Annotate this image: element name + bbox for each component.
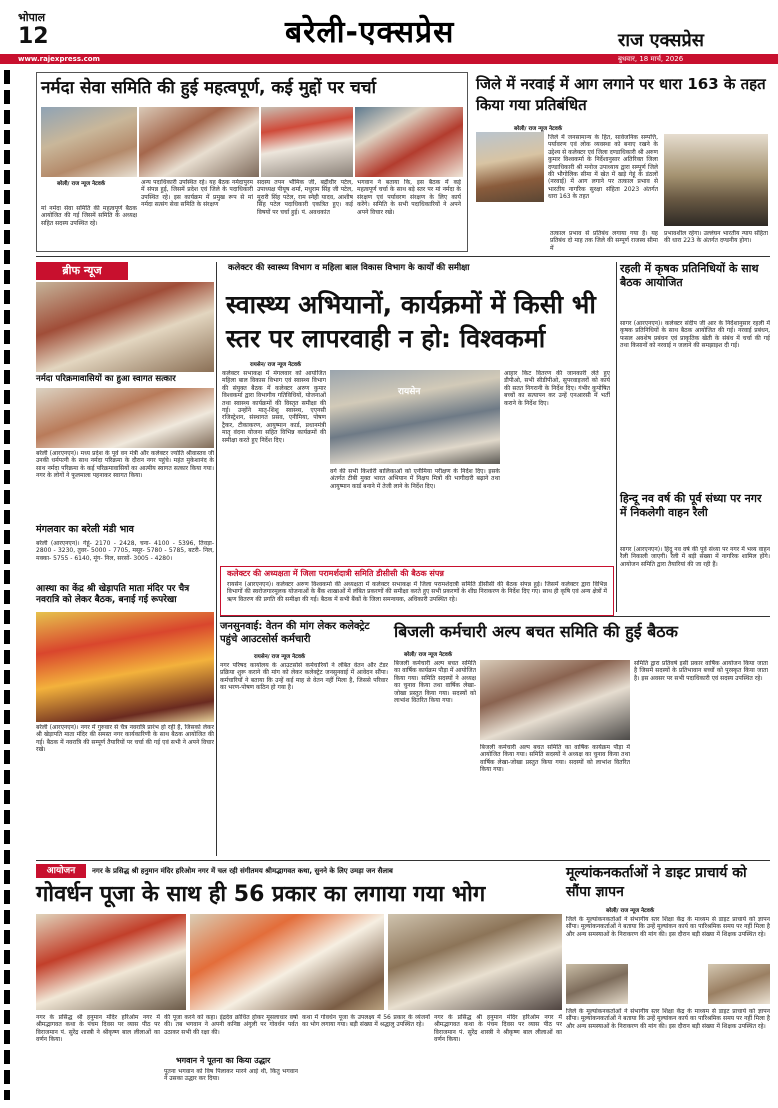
photo-bijli-meeting (480, 660, 630, 740)
city-label: भोपाल (18, 11, 46, 24)
photo-collector-meeting (330, 370, 500, 464)
brief-news-column (36, 262, 214, 822)
right-headline-2: हिन्दू नव वर्ष की पूर्व संध्या पर नगर में निकलेगी वाहन रैली (620, 492, 762, 519)
photo-sign-text: रायसेन (398, 387, 421, 397)
photo-katha-3 (388, 914, 562, 1010)
main-story-headline: स्वास्थ्य अभियानों, कार्यक्रमों में किसी भी स्तर पर लापरवाही न हो: विश्वकर्मा (226, 290, 596, 353)
photo-temple-goddess (36, 612, 214, 722)
mulyankan-headline: मूल्यांकनकर्ताओं ने डाइट प्राचार्य को सौंपा ज्ञापन (566, 865, 747, 900)
photo-narmada-meeting-4 (355, 107, 463, 177)
dcc-box (220, 566, 614, 616)
mulyankan-body: जिले के मूल्यांकनकर्ताओं ने संभागीय स्तर शिक्षा केंद्र के माध्यम से डाइट प्राचार्य को ज्ञापन सौंपा। मूल्यांकनकर्ताओं ने बताया कि उन्हें मूल्यांकन कार्य का पारिश्रमिक समय पर नहीं मिला है और अन्य समस्याओं के निराकरण की मांग की। इस दौरान बड़ी संख्या में शिक्षक उपस्थित रहे। (566, 916, 770, 938)
bijli-headline: बिजली कर्मचारी अल्प बचत समिति की हुई बैठक (394, 622, 678, 641)
bijli-body: बिजली कर्मचारी अल्प बचत समिति का वार्षिक कार्यक्रम पौड़ा में आयोजित किया गया। समिति सदस्यों ने अध्यक्ष का चुनाव किया तथा वार्षिक लेखा-जोखा प्रस्तुत किया गया। सदस्यों को लाभांश वितरित किया गया। (394, 660, 476, 705)
photo-narmada-meeting-3 (261, 107, 353, 177)
story-narvai-col1: जिले में जनसामान्य के हित, सार्वजनिक सम्पत्ति, पर्यावरण एवं लोक व्यवस्था को बनाए रखने के उद्देश्य से कलेक्टर एवं जिला दण्डाधिकारी श्री अरुण कुमार विश्वकर्मा के निर्देशानुसार अतिरिक्त जिला दण्डाधिकारी श्री मनोज उपाध्याय द्वारा सम्पूर्ण जिले की भौगोलिक सीमा में खेत में खड़े गेहूं के डंठलों (नरवाई) में आग लगाने पर तत्काल प्रभाव से भारतीय नागरिक सुरक्षा संहिता 2023 अंतर्गत धारा 163 के तहत (548, 134, 658, 201)
photo-katha-1 (36, 914, 186, 1010)
right-column (620, 262, 770, 612)
ayojan-kicker: नगर के प्रसिद्ध श्री हनुमान मंदिर हरिओम नगर में चल रही संगीतमय श्रीमद्भागवत कथा, सुनने के लिए उमड़ा जन सैलाब (92, 867, 393, 875)
main-story-byline: रायसेन/ राज न्यूज नेटवर्क (250, 362, 302, 368)
photo-parikrama (36, 282, 214, 372)
main-story-col1: कलेक्टर सभाकक्ष में मंगलवार को आयोजित महिला बाल विकास विभाग एवं स्वास्थ्य विभाग की संयुक्त बैठक में कलेक्टर अरुण कुमार विश्वकर्मा द्वारा विभागीय गतिविधियों, योजनाओं तथा स्वास्थ्य कार्यक्रमों की विस्तृत समीक्षा की गई। उन्होंने मातृ-शिशु स्वास्थ्य, एएनसी रजिस्ट्रेशन, संस्थागत प्रसव, एनीमिया, पोषण ट्रैकर, टीकाकरण, आयुष्मान कार्ड, प्रधानमंत्री मातृ वंदना योजना सहित विभिन्न कार्यक्रमों की समीक्षा करते हुए निर्देश दिए। (222, 370, 326, 444)
header (0, 0, 778, 62)
divider-bottom (36, 860, 770, 861)
website-link[interactable]: www.rajexpress.com (18, 55, 100, 63)
ayojan-col1: नगर के प्रसिद्ध श्री हनुमान मंदिर हरिओम नगर में श्रीमद्भागवत कथा के पंचम दिवस पर व्यास पीठ पर विराजमान पं. सुरेंद्र शास्त्री ने श्रीकृष्ण बाल लीलाओं का वर्णन किया। (36, 1014, 160, 1044)
mulyankan-body-2: जिले के मूल्यांकनकर्ताओं ने संभागीय स्तर शिक्षा केंद्र के माध्यम से डाइट प्राचार्य को ज्ञापन सौंपा। मूल्यांकनकर्ताओं ने बताया कि उन्हें मूल्यांकन कार्य का पारिश्रमिक समय पर नहीं मिला है और अन्य समस्याओं के निराकरण की मांग की। इस दौरान बड़ी संख्या में शिक्षक उपस्थित रहे। (566, 1008, 770, 1030)
photo-farmer (476, 132, 544, 202)
color-bar-left (4, 70, 10, 1100)
ayojan-col3: पूतना भगवान को विष पिलाकर मारने आई थी, किंतु भगवान ने उसका उद्धार कर दिया। (164, 1068, 298, 1083)
photo-mulyankan-2 (708, 964, 770, 1004)
janasunvai-body: नगर परिषद कार्यालय के आउटसोर्स कर्मचारियों ने लंबित वेतन और टेंडर प्रक्रिया शुरू कराने की मांग को लेकर कलेक्ट्रेट जनसुनवाई में आवेदन सौंपा। कर्मचारियों ने बताया कि उन्हें कई माह से वेतन नहीं मिला है, जिससे परिवार का भरण-पोषण कठिन हो गया है। (220, 662, 388, 692)
brief-item3-body: बरेली (आरएनएन)। नगर में गुरुवार से चैत्र नवरात्रि प्रारंभ हो रही है, जिसको लेकर श्री खेड़ापति माता मंदिर की समस्त नगर कार्यकारिणी के साथ बैठक आयोजित की गई। बैठक में नवरात्रि की सम्पूर्ण तैयारियों पर चर्चा की गई एवं सभी ने अपने विचार रखे। (36, 724, 214, 754)
brief-item1-headline: नर्मदा परिक्रमावासियों का हुआ स्वागत सत्कार (36, 374, 176, 384)
story-narmada-byline: बरेली/ राज न्यूज नेटवर्क (57, 181, 106, 187)
story-narmada-caption: मां नर्मदा सेवा समिति की महत्वपूर्ण बैठक आयोजित की गई जिसमें समिति के अध्यक्ष सहित सदस्य उपस्थित रहे। (41, 205, 137, 227)
brief-item2-headline: मंगलवार का बरेली मंडी भाव (36, 524, 134, 535)
ayojan-subhead: भगवान ने पूतना का किया उद्धार (176, 1056, 271, 1065)
brief-item1-body: बरेली (आरएनएन)। मध्य प्रदेश के पूर्व वन मंत्री और कलेक्टर ज्योति श्रीवास्तव जी उनकी धर्मपत्नी के साथ नर्मदा परिक्रमा के दौरान नगर पहुंचे। महंत मुकेशानंद के साथ नर्मदा परिक्रमा के कई परिक्रमावासियों का आत्मीय स्वागत सत्कार किया गया। नगर के लोगों ने फूलमाला पहनाकर स्वागत किया। (36, 450, 214, 480)
story-narvai-bottom-left: तत्काल प्रभाव से प्रतिबंध लगाया गया है। यह प्रतिबंध दो माह तक जिले की सम्पूर्ण राजस्व सीमा में (550, 230, 658, 252)
story-janasunvai (220, 620, 388, 858)
photo-narmada-meeting-1 (41, 107, 137, 177)
story-narmada-col3: भगवान ने बताया कि, इस बैठक में कई महत्वपूर्ण चर्चा के साथ बड़े स्तर पर मां नर्मदा के संरक्षण एवं पर्यावरण संरक्षण के लिए कार्य करेंगे। समिति के सभी पदाधिकारियों ने अपने अपने विचार रखे। (357, 179, 461, 216)
photo-parikrama-2 (36, 388, 214, 448)
date-label: बुधवार, 18 मार्च, 2026 (618, 55, 684, 63)
brief-item2-body: बरेली (आरएनएन)। गेहूं- 2170 - 2428, चना- 4100 - 5396, तिवड़ा- 2800 - 3230, तुवर- 5000 - 7705, मसूर- 5780 - 5785, बटरी- निल, मक्का- 5755 - 6140, मूंग- निल, सरसों- 3005 - 4280। (36, 540, 214, 562)
story-ayojan (36, 864, 562, 1100)
story-narmada-headline: नर्मदा सेवा समिति की हुई महत्वपूर्ण, कई मुद्दों पर चर्चा (41, 78, 376, 98)
story-bijli (394, 620, 770, 858)
bijli-body-2: समिति द्वारा प्रतिवर्ष इसी प्रकार वार्षिक आयोजन किया जाता है जिसमें सदस्यों के प्रतिभावान बच्चों को पुरस्कृत किया जाता है। इस अवसर पर सभी पदाधिकारी एवं सदस्य उपस्थित रहे। (634, 660, 768, 682)
right-headline-1: रहली में कृषक प्रतिनिधियों के साथ बैठक आयोजित (620, 262, 759, 289)
right-body-1: सागर (आरएनएन)। कलेक्टर संदीप जी आर के निर्देशानुसार रहली में कृषक प्रतिनिधियों के साथ बैठक आयोजित की गई। नरवाई प्रबंधन, फसल अवशेष प्रबंधन एवं प्राकृतिक खेती के संबंध में चर्चा की गई तथा किसानों को नरवाई न जलाने की समझाइश दी गई। (620, 320, 770, 350)
janasunvai-headline: जनसुनवाई: वेतन की मांग लेकर कलेक्ट्रेट पहुंचे आउटसोर्स कर्मचारी (220, 621, 370, 645)
bijli-body-3: बिजली कर्मचारी अल्प बचत समिति का वार्षिक कार्यक्रम पौड़ा में आयोजित किया गया। समिति सदस्यों ने अध्यक्ष का चुनाव किया तथा वार्षिक लेखा-जोखा प्रस्तुत किया गया। सदस्यों को लाभांश वितरित किया गया। (480, 744, 630, 774)
main-story-kicker: कलेक्टर की स्वास्थ्य विभाग व महिला बाल विकास विभाग के कार्यों की समीक्षा (228, 263, 470, 273)
photo-field-fire (664, 134, 768, 226)
story-narmada-col1: अन्य पदाधिकारी उपस्थित रहे। यह बैठक नर्मदापुरम में संपन्न हुई, जिसमें प्रदेश एवं जिले के पदाधिकारी उपस्थित रहे। इस कार्यक्रम में प्रमुख रूप से मां नर्मदा सत्संग सेवा समिति के संरक्षण (141, 179, 253, 209)
right-body-2: सागर (आरएनएन)। हिंदू नव वर्ष की पूर्व संध्या पर नगर में भव्य वाहन रैली निकाली जाएगी। रैली में बड़ी संख्या में नागरिक शामिल होंगे। आयोजन समिति द्वारा तैयारियां की जा रही हैं। (620, 546, 770, 568)
story-narmada (36, 72, 468, 252)
ayojan-col5: नगर के प्रसिद्ध श्री हनुमान मंदिर हरिओम नगर में श्रीमद्भागवत कथा के पंचम दिवस पर व्यास पीठ पर विराजमान पं. सुरेंद्र शास्त्री ने श्रीकृष्ण बाल लीलाओं का वर्णन किया। (434, 1014, 562, 1044)
main-story-col2: वर्ग की सभी किशोरी बालिकाओं को एनीमिया परीक्षण के निर्देश दिए। इसके अंतर्गत टीबी मुक्त भारत अभियान में निक्षय मित्रों की भागीदारी बढ़ाने तथा आयुष्मान कार्ड बनाने में तेजी लाने के निर्देश दिए। (330, 468, 500, 490)
brand-logo: राज एक्सप्रेस (618, 30, 704, 51)
story-narvai-bottom-right: प्रभावशील रहेगा। उल्लंघन भारतीय न्याय संहिता की धारा 223 के अंतर्गत दण्डनीय होगा। (664, 230, 768, 245)
main-story-col3: आहार किट वितरण की जानकारी लेते हुए डीपीओ, सभी सीडीपीओ, सुपरवाइजरों को कार्य की सतत निगरानी के निर्देश दिए। गंभीर कुपोषित बच्चों का सत्यापन कर उन्हें एनआरसी में भर्ती कराने के निर्देश दिए। (504, 370, 610, 407)
photo-narmada-meeting-2 (139, 107, 259, 177)
page-title: बरेली-एक्सप्रेस (285, 15, 455, 50)
story-narvai-byline: बरेली/ राज न्यूज नेटवर्क (514, 126, 563, 132)
brief-news-label: ब्रीफ न्यूज (36, 262, 128, 280)
story-narmada-col2: सदस्य तपन भौमिक जी, बद्रीधीर पटेल, उपाध्यक्ष पीयूष शर्मा, मधुराम सिंह जी पटेल, मुरारी सिंह पटेल, राम स्नेही यादव, आशीष सिंह पटेल पदाधिकारी एकत्रित हुए। कई विषयों पर चर्चा हुई। पं. अवधकांत (257, 179, 353, 216)
dcc-title: कलेक्टर की अध्यक्षता में जिला परामर्शदात्री समिति डीसीसी की बैठक संपन्न (227, 569, 444, 578)
divider-top (36, 256, 770, 257)
dcc-body: रायसेन (आरएनएन)। कलेक्टर अरुण विश्वकर्मा की अध्यक्षता में कलेक्टर सभाकक्ष में जिला परामर्शदात्री समिति डीसीसी की बैठक संपन्न हुई। जिसमें कलेक्टर द्वारा विभिन्न विभागों की स्वरोजगारमूलक योजनाओं के बैंक शाखाओं में लंबित प्रकरणों की समीक्षा करते हुए सभी प्रकरणों के शीघ्र निराकरण के निर्देश दिए गए। साथ ही कृषि एवं अन्य क्षेत्रों में ऋण वितरण की प्रगति की समीक्षा की गई। बैठक में सभी बैंकों के जिला समन्वयक, अधिकारी उपस्थित रहे। (227, 581, 607, 603)
divider-vertical-left (216, 262, 217, 856)
ayojan-col2: की पूजा करने को कहा। इंद्रदेव क्रोधित होकर मूसलाधार वर्षा की। तब भगवान ने अपनी कनिष्ठ अंगुली पर गोवर्धन पर्वत उठाकर सभी की रक्षा की। (164, 1014, 298, 1036)
janasunvai-byline: रायसेन/ राज न्यूज नेटवर्क (254, 654, 306, 660)
story-narvai-headline: जिले में नरवाई में आग लगाने पर धारा 163 के तहत किया गया प्रतिबंधित (476, 75, 766, 114)
story-mulyankan (566, 864, 770, 1100)
ayojan-label: आयोजन (36, 864, 86, 878)
page-number: 12 (18, 24, 49, 49)
main-story (220, 262, 612, 562)
ayojan-col4: कथा में गोवर्धन पूजा के उपलक्ष्य में 56 प्रकार के व्यंजनों का भोग लगाया गया। बड़ी संख्या में श्रद्धालु उपस्थित रहे। (302, 1014, 430, 1029)
divider-vertical-right (616, 262, 617, 612)
brief-item3-headline: आस्था का केंद्र श्री खेड़ापति माता मंदिर पर चैत्र नवरात्रि को लेकर बैठक, बनाई गई रूपरेखा (36, 584, 190, 605)
ayojan-headline: गोवर्धन पूजा के साथ ही 56 प्रकार का लगाया गया भोग (36, 882, 486, 907)
bijli-byline: बरेली/ राज न्यूज नेटवर्क (404, 652, 453, 658)
photo-mulyankan (566, 964, 628, 1004)
mulyankan-byline: बरेली/ राज न्यूज नेटवर्क (606, 908, 655, 914)
divider-mid (220, 616, 770, 617)
photo-katha-2 (190, 914, 384, 1010)
story-narvai (474, 72, 770, 252)
